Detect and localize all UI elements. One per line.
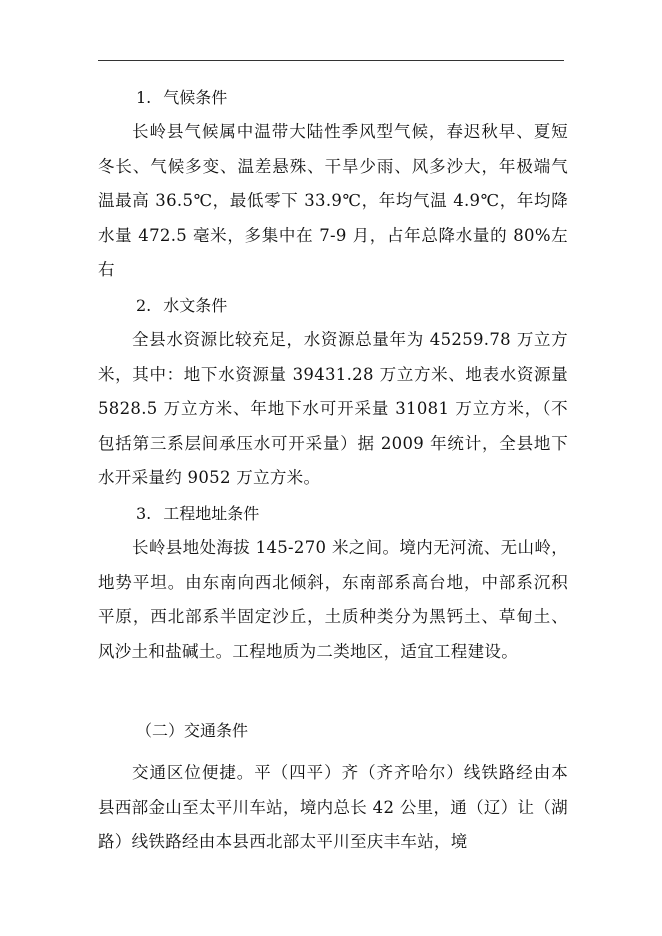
heading-geology [136, 504, 259, 524]
heading-number: 2. [136, 296, 152, 315]
heading-number: 1. [136, 88, 152, 107]
paragraph-geology: 长岭县地处海拔 145-270 米之间。境内无河流、无山岭，地势平坦。由东南向西北倾斜，东南部系高台地，中部系沉积平原，西北部系半固定沙丘，土质种类分为黑钙土、草甸土、风沙土和盐碱土。工程地质为二类地区，适宜工程建设。 [98, 538, 568, 661]
heading-hydrology [136, 296, 227, 316]
heading-title: （二）交通条件 [136, 721, 249, 740]
paragraph-climate: 长岭县气候属中温带大陆性季风型气候，春迟秋早、夏短冬长、气候多变、温差悬殊、干旱少雨、风多沙大，年极端气温最高 36.5℃，最低零下 33.9℃，年均气温 4.9℃，年均降水量 472.5 毫米，多集中在 7-9 月，占年总降水量的 80%左右 [98, 122, 568, 280]
heading-title: 工程地址条件 [163, 504, 260, 523]
paragraph-traffic: 交通区位便捷。平（四平）齐（齐齐哈尔）线铁路经由本县西部金山至太平川车站，境内总长 42 公里，通（辽）让（湖路）线铁路经由本县西北部太平川至庆丰车站，境 [98, 763, 568, 852]
paragraph-hydrology: 全县水资源比较充足，水资源总量年为 45259.78 万立方米，其中：地下水资源量 39431.28 万立方米、地表水资源量 5828.5 万立方米、年地下水可开采量 31081 万立方米，（不包括第三系层间承压水可开采量）据 2009 年统计，全县地下水开采量约 9052 万立方米。 [98, 330, 568, 488]
heading-number: 3. [136, 504, 152, 523]
heading-title: 水文条件 [163, 296, 228, 315]
heading-title: 气候条件 [163, 88, 228, 107]
heading-traffic [136, 721, 248, 741]
header-rule [98, 60, 564, 61]
heading-climate [136, 88, 227, 108]
